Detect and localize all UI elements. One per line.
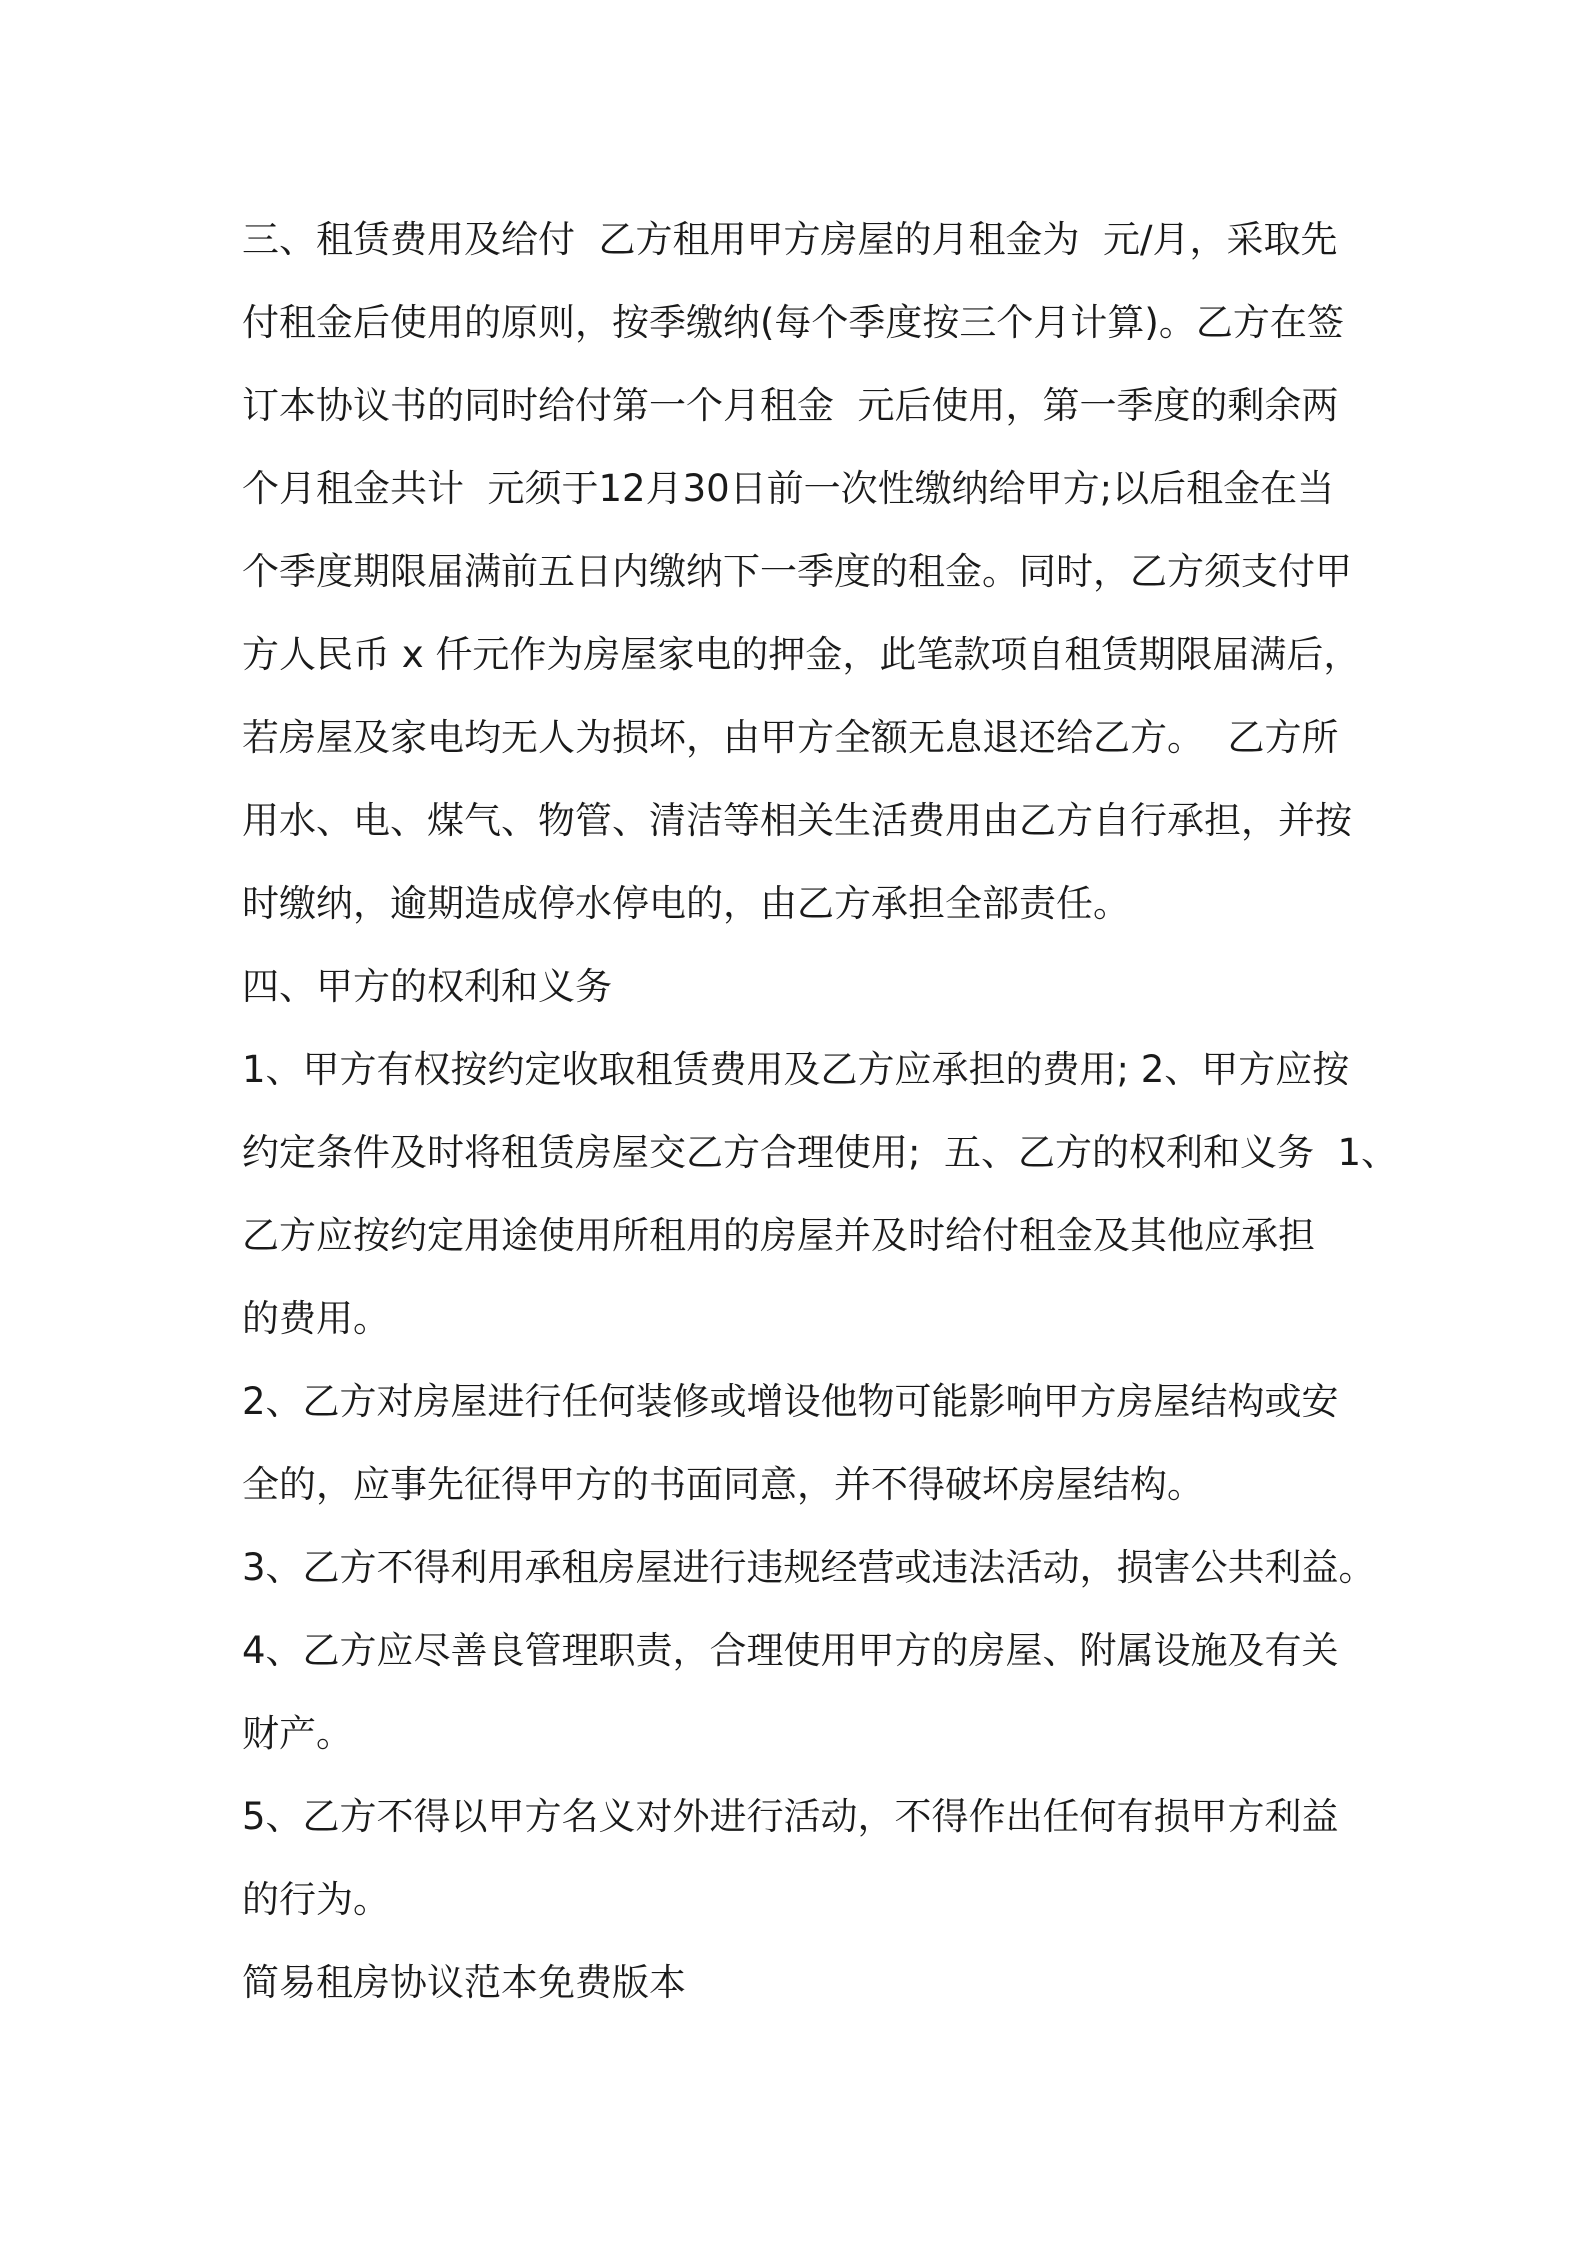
text-line: 5、乙方不得以甲方名义对外进行活动，不得作出任何有损甲方利益 [242, 1795, 1339, 1838]
text-line: 1、甲方有权按约定收取租赁费用及乙方应承担的费用; 2、甲方应按 [242, 1048, 1350, 1091]
text-line: 个季度期限届满前五日内缴纳下一季度的租金。同时，乙方须支付甲 [242, 550, 1352, 593]
text-line: 的行为。 [242, 1878, 390, 1921]
text-line: 全的，应事先征得甲方的书面同意，并不得破坏房屋结构。 [242, 1463, 1204, 1506]
text-line: 约定条件及时将租赁房屋交乙方合理使用; 五、乙方的权利和义务 1、 [242, 1131, 1399, 1174]
text-line: 4、乙方应尽善良管理职责，合理使用甲方的房屋、附属设施及有关 [242, 1629, 1339, 1672]
text-line: 若房屋及家电均无人为损坏，由甲方全额无息退还给乙方。 乙方所 [242, 716, 1339, 759]
text-line: 订本协议书的同时给付第一个月租金 元后使用，第一季度的剩余两 [242, 384, 1339, 427]
text-line: 3、乙方不得利用承租房屋进行违规经营或违法活动，损害公共利益。 [242, 1546, 1376, 1589]
text-line: 2、乙方对房屋进行任何装修或增设他物可能影响甲方房屋结构或安 [242, 1380, 1339, 1423]
text-line: 财产。 [242, 1712, 353, 1755]
text-line: 方人民币 x 仟元作为房屋家电的押金，此笔款项自租赁期限届满后， [242, 633, 1361, 676]
section-heading: 四、甲方的权利和义务 [242, 965, 612, 1008]
text-line: 三、租赁费用及给付 乙方租用甲方房屋的月租金为 元/月，采取先 [242, 218, 1338, 261]
text-line: 个月租金共计 元须于12月30日前一次性缴纳给甲方;以后租金在当 [242, 467, 1335, 510]
text-line: 的费用。 [242, 1297, 390, 1340]
document-title-line: 简易租房协议范本免费版本 [242, 1961, 686, 2004]
text-line: 时缴纳，逾期造成停水停电的，由乙方承担全部责任。 [242, 882, 1130, 925]
text-line: 乙方应按约定用途使用所租用的房屋并及时给付租金及其他应承担 [242, 1214, 1315, 1257]
text-line: 用水、电、煤气、物管、清洁等相关生活费用由乙方自行承担，并按 [242, 799, 1352, 842]
text-line: 付租金后使用的原则，按季缴纳(每个季度按三个月计算)。乙方在签 [242, 301, 1344, 344]
document-body [242, 198, 1399, 2024]
